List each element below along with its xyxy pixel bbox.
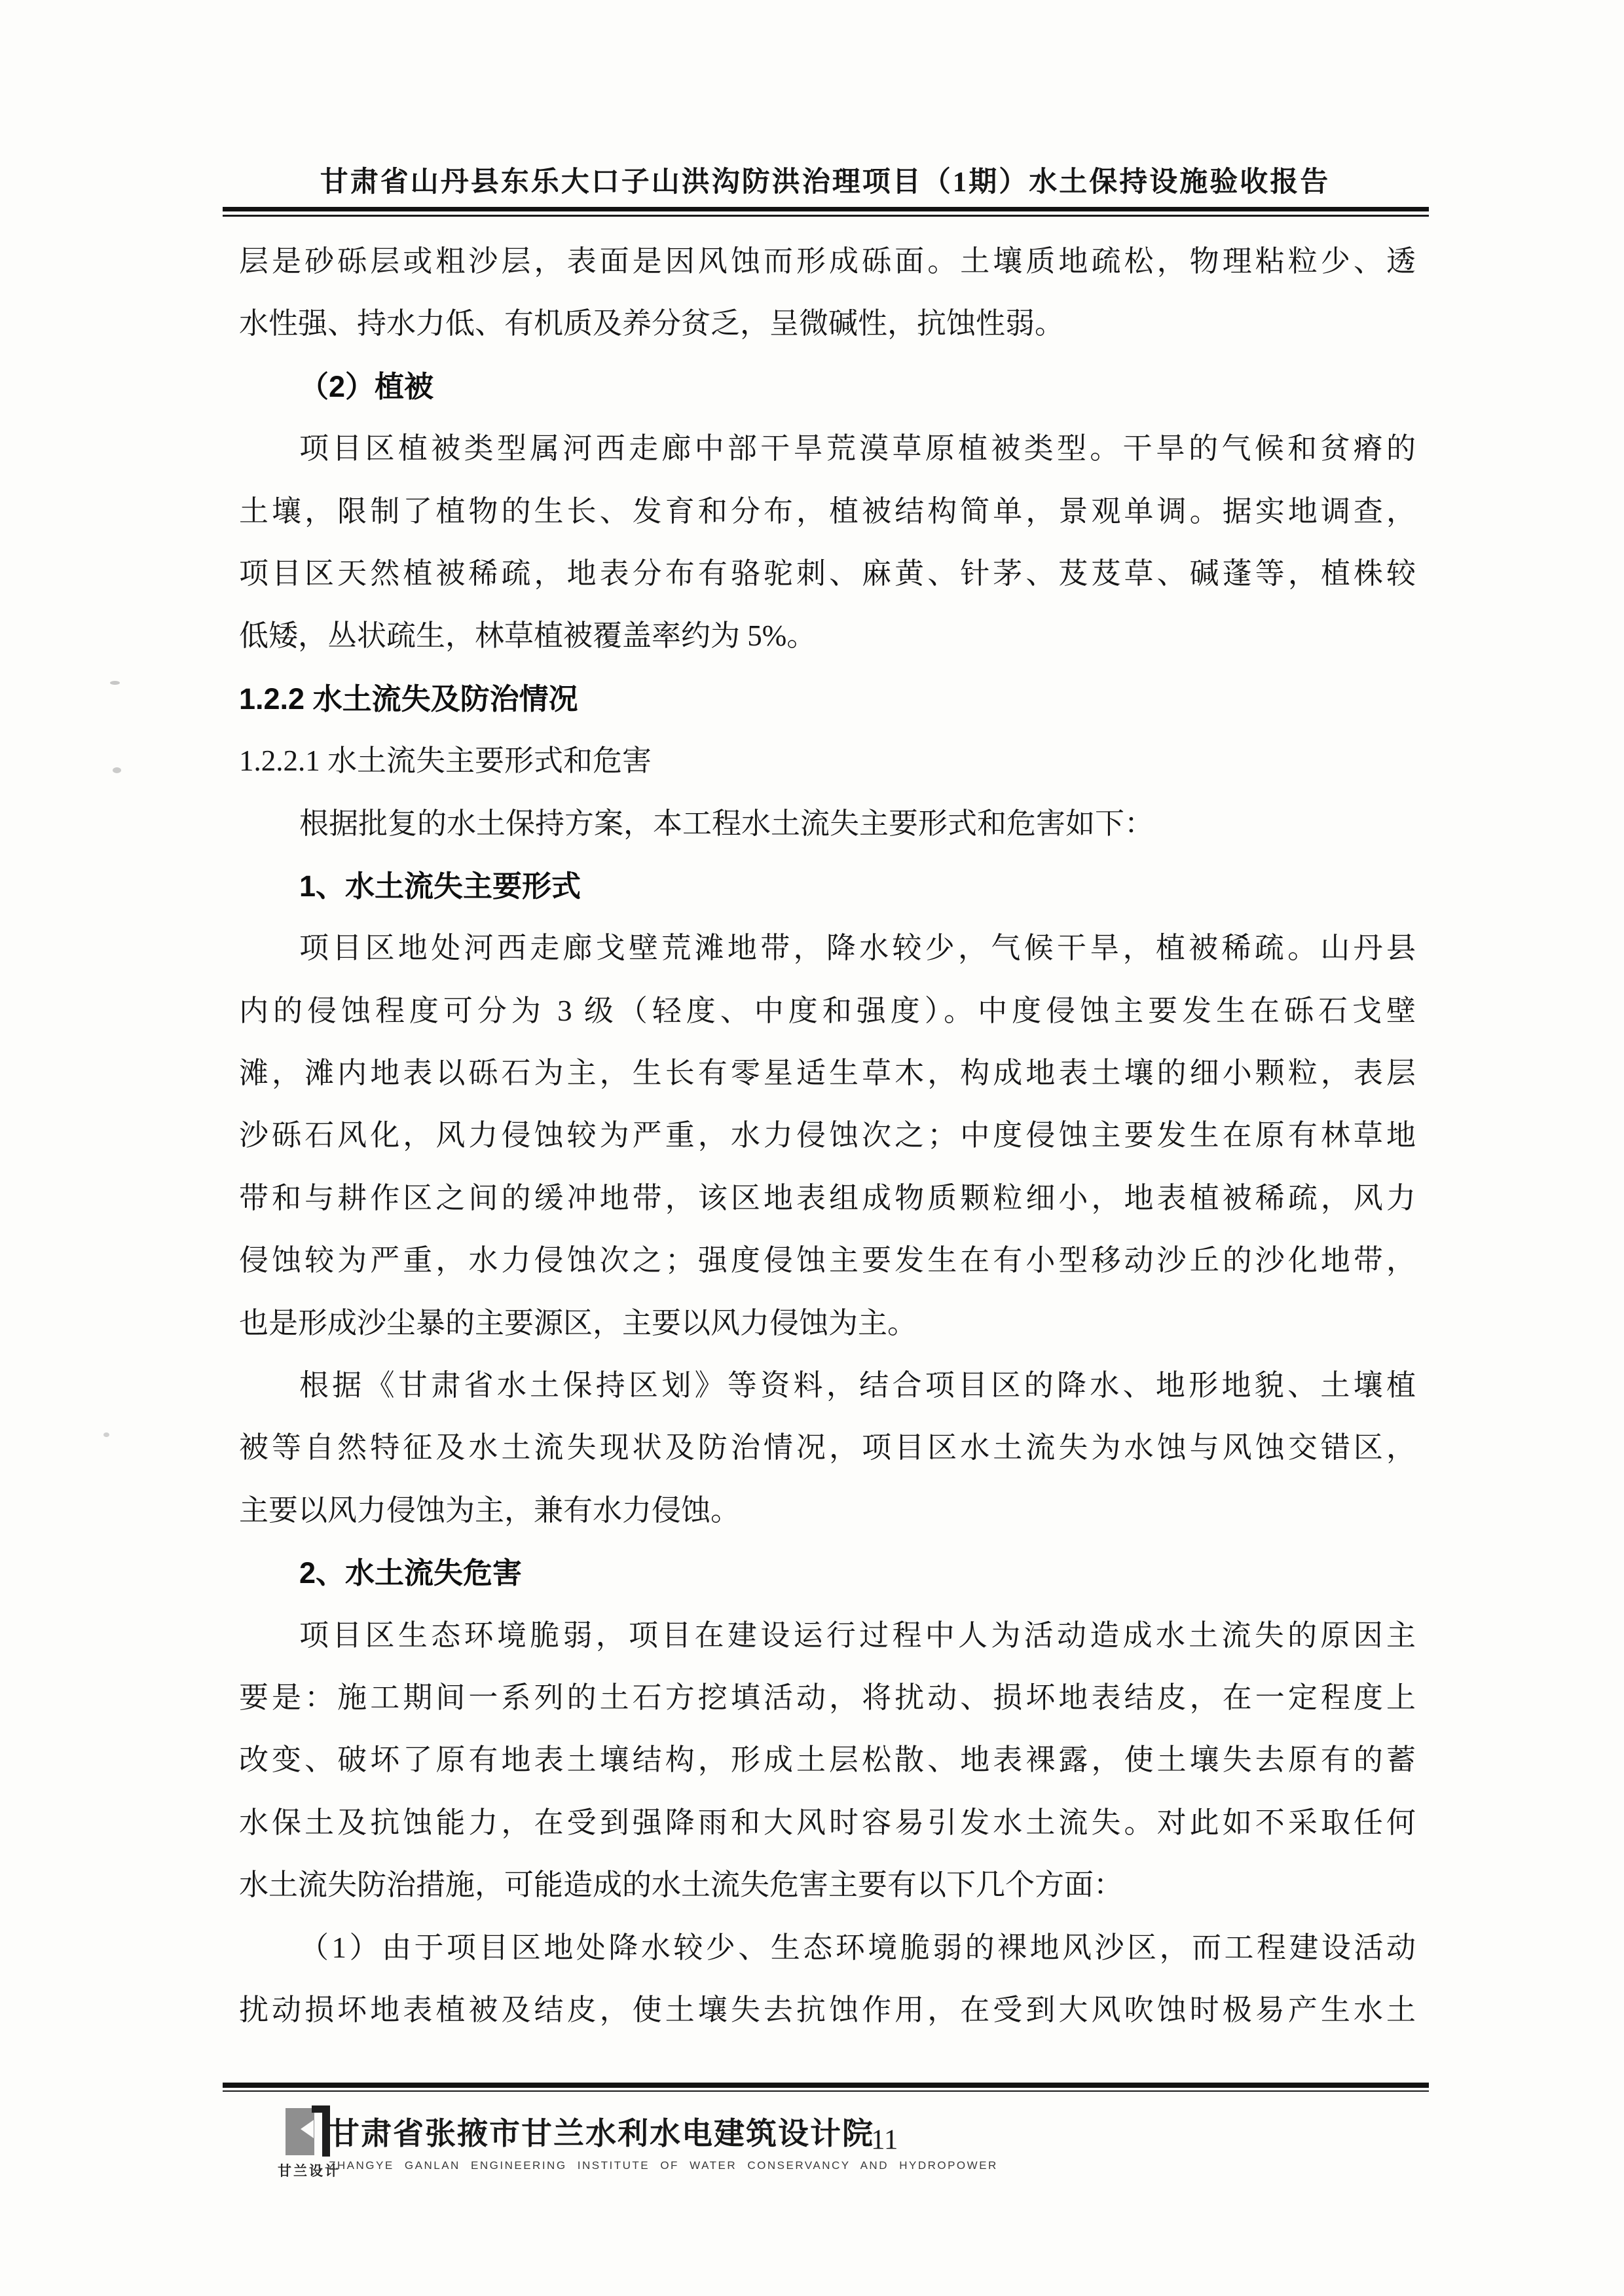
line-text: 要是：施工期间一系列的土石方挖填活动，将扰动、损坏地表结皮，在一定程度上 [239, 1681, 1416, 1714]
footer-rule [223, 2083, 1429, 2092]
text-line [239, 1792, 1416, 1854]
header-title: 甘肃省山丹县东乐大口子山洪沟防洪治理项目（1期）水土保持设施验收报告 [320, 167, 1331, 198]
line-text: 土壤，限制了植物的生长、发育和分布，植被结构简单，景观单调。据实地调查， [239, 494, 1416, 528]
line-text: 1.2.2.1 水土流失主要形式和危害 [239, 744, 652, 778]
text-line [239, 1417, 1416, 1479]
text-line [239, 668, 1416, 730]
text-line [239, 1104, 1416, 1167]
text-line [239, 980, 1416, 1042]
line-text: 2、水土流失危害 [299, 1556, 523, 1590]
line-text: 根据《甘肃省水土保持区划》等资料，结合项目区的降水、地形地貌、土壤植 [299, 1369, 1416, 1402]
line-text: 层是砂砾层或粗沙层，表面是因风蚀而形成砾面。土壤质地疏松，物理粘粒少、透 [239, 245, 1416, 278]
text-line [239, 730, 1416, 792]
text-line [239, 230, 1416, 293]
page-number: 11 [871, 2124, 898, 2155]
text-line [239, 1230, 1416, 1292]
text-line [239, 1605, 1416, 1667]
text-line [239, 418, 1416, 480]
line-text: 低矮，丛状疏生，林草植被覆盖率约为 5%。 [239, 619, 817, 653]
text-line [239, 293, 1416, 355]
line-text: 侵蚀较为严重，水力侵蚀次之；强度侵蚀主要发生在有小型移动沙丘的沙化地带， [239, 1244, 1416, 1277]
ganlan-logo-icon [286, 2105, 330, 2157]
line-text: 根据批复的水土保持方案，本工程水土流失主要形式和危害如下： [299, 807, 1154, 840]
line-text: 1.2.2 水土流失及防治情况 [239, 682, 578, 716]
page-header [223, 160, 1428, 200]
text-line [239, 855, 1416, 917]
line-text: 项目区植被类型属河西走廊中部干旱荒漠草原植被类型。干旱的气候和贫瘠的 [299, 432, 1416, 465]
line-text: 1、水土流失主要形式 [299, 869, 581, 903]
text-line [239, 1917, 1416, 1979]
line-text: 也是形成沙尘暴的主要源区，主要以风力侵蚀为主。 [239, 1306, 917, 1339]
header-rule [223, 207, 1429, 217]
text-line [239, 605, 1416, 667]
text-line [239, 1042, 1416, 1104]
text-line [239, 1355, 1416, 1417]
line-text: 水性强、持水力低、有机质及养分贫乏，呈微碱性，抗蚀性弱。 [239, 307, 1065, 340]
line-text: 带和与耕作区之间的缓冲地带，该区地表组成物质颗粒细小，地表植被稀疏，风力 [239, 1181, 1416, 1214]
line-text: 水保土及抗蚀能力，在受到强降雨和大风时容易引发水土流失。对此如不采取任何 [239, 1806, 1416, 1839]
logo-g-shape [286, 2108, 314, 2155]
line-text: 项目区天然植被稀疏，地表分布有骆驼刺、麻黄、针茅、芨芨草、碱蓬等，植株较 [239, 556, 1416, 590]
text-line [239, 917, 1416, 979]
text-line [239, 1542, 1416, 1604]
scan-speck [110, 681, 120, 685]
line-text: 滩，滩内地表以砾石为主，生长有零星适生草木，构成地表土壤的细小颗粒，表层 [239, 1057, 1416, 1090]
text-line [239, 793, 1416, 855]
line-text: 扰动损坏地表植被及结皮，使土壤失去抗蚀作用，在受到大风吹蚀时极易产生水土 [239, 1993, 1416, 2026]
text-line [239, 1729, 1416, 1791]
scan-speck [103, 1432, 109, 1437]
company-name-en: ZHANGYE GANLAN ENGINEERING INSTITUTE OF WATER CONSERVANCY AND HYDROPOWER [329, 2159, 998, 2172]
line-text: 水土流失防治措施，可能造成的水土流失危害主要有以下几个方面： [239, 1868, 1124, 1902]
text-line [239, 1167, 1416, 1230]
line-text: 项目区地处河西走廊戈壁荒滩地带，降水较少，气候干旱，植被稀疏。山丹县 [299, 932, 1416, 965]
text-line [239, 543, 1416, 605]
text-line [239, 1292, 1416, 1355]
company-name: 甘肃省张掖市甘兰水利水电建筑设计院 [329, 2116, 874, 2151]
text-line [239, 1854, 1416, 1916]
line-text: 内的侵蚀程度可分为 3 级（轻度、中度和强度）。中度侵蚀主要发生在砾石戈壁 [239, 994, 1416, 1027]
line-text: 主要以风力侵蚀为主，兼有水力侵蚀。 [239, 1493, 741, 1527]
line-text: （2）植被 [299, 369, 434, 403]
line-text: （1）由于项目区地处降水较少、生态环境脆弱的裸地风沙区，而工程建设活动 [299, 1931, 1416, 1964]
document-body [239, 230, 1416, 2041]
text-line [239, 481, 1416, 543]
text-line [239, 1480, 1416, 1542]
text-line [239, 1667, 1416, 1729]
line-text: 被等自然特征及水土流失现状及防治情况，项目区水土流失为水蚀与风蚀交错区， [239, 1431, 1416, 1465]
scan-speck [113, 767, 121, 773]
text-line [239, 1979, 1416, 2041]
line-text: 项目区生态环境脆弱，项目在建设运行过程中人为活动造成水土流失的原因主 [299, 1618, 1416, 1652]
text-line [239, 355, 1416, 418]
line-text: 改变、破坏了原有地表土壤结构，形成土层松散、地表裸露，使土壤失去原有的蓄 [239, 1743, 1416, 1777]
line-text: 沙砾石风化，风力侵蚀较为严重，水力侵蚀次之；中度侵蚀主要发生在原有林草地 [239, 1119, 1416, 1152]
logo-caption: 甘兰设计 [278, 2164, 341, 2179]
